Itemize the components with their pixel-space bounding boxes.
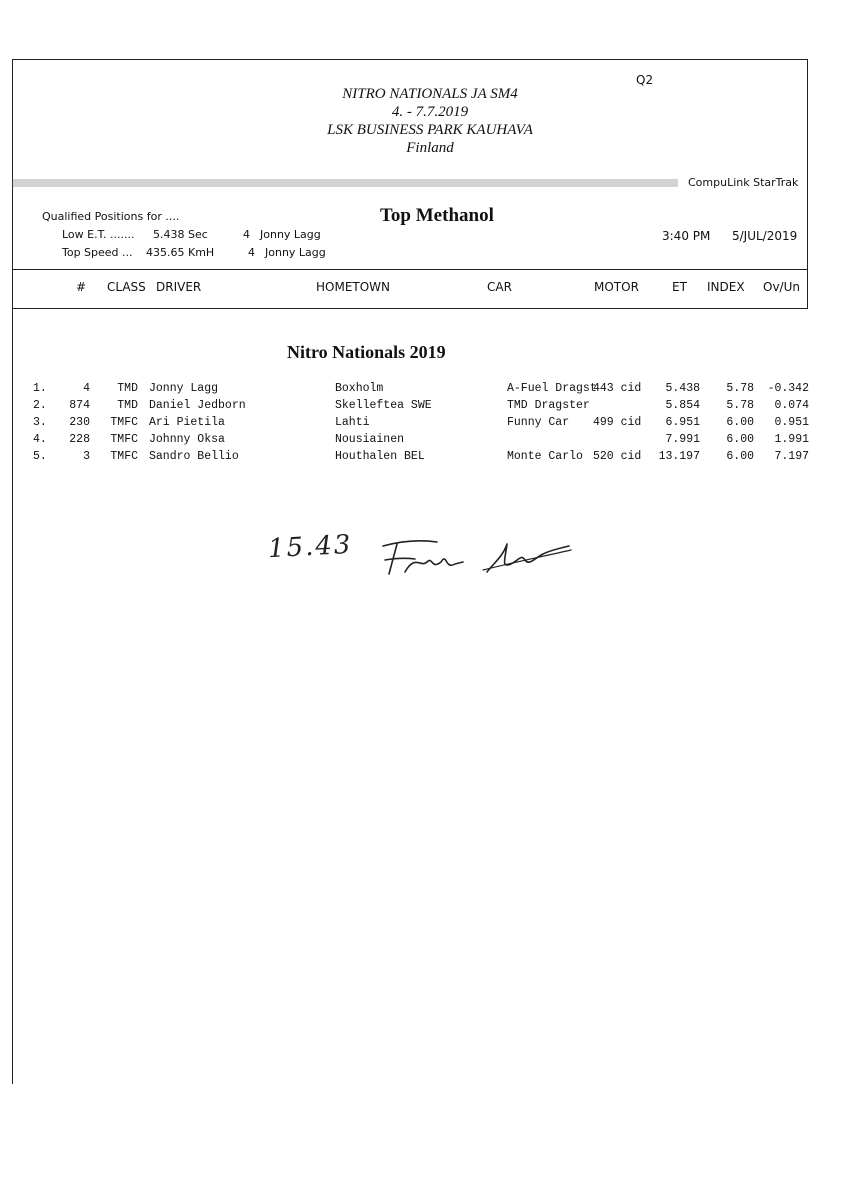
row-driver: Ari Pietila (149, 416, 225, 429)
row-driver: Daniel Jedborn (149, 399, 246, 412)
row-number: 230 (69, 416, 90, 429)
row-position: 1. (33, 382, 47, 395)
event-line-4: Finland (406, 140, 454, 156)
col-ovun-header: Ov/Un (763, 280, 800, 294)
row-hometown: Nousiainen (335, 433, 405, 446)
column-header-top-line (12, 269, 808, 270)
row-class: TMFC (110, 450, 138, 463)
qualified-label: Qualified Positions for .... (42, 210, 180, 223)
top-speed-label: Top Speed ... (62, 246, 133, 259)
left-border-line (12, 59, 13, 1084)
report-time: 3:40 PM (662, 229, 711, 243)
row-driver: Jonny Lagg (149, 382, 219, 395)
top-speed-value: 435.65 KmH (146, 246, 215, 259)
row-ovun: 0.951 (774, 416, 809, 429)
row-car: A-Fuel Dragst (507, 382, 597, 395)
col-driver-header: DRIVER (156, 280, 202, 294)
row-class: TMD (117, 382, 138, 395)
row-hometown: Lahti (335, 416, 370, 429)
col-car-header: CAR (487, 280, 512, 294)
row-driver: Sandro Bellio (149, 450, 239, 463)
row-ovun: 0.074 (774, 399, 809, 412)
event-line-3: LSK BUSINESS PARK KAUHAVA (327, 122, 533, 138)
row-position: 2. (33, 399, 47, 412)
table-row (0, 382, 848, 399)
row-class: TMFC (110, 433, 138, 446)
row-index: 5.78 (726, 399, 754, 412)
row-car: Monte Carlo (507, 450, 583, 463)
row-index: 6.00 (726, 416, 754, 429)
row-index: 6.00 (726, 450, 754, 463)
col-num-header: # (76, 280, 87, 294)
row-et: 7.991 (665, 433, 700, 446)
row-et: 6.951 (665, 416, 700, 429)
row-hometown: Houthalen BEL (335, 450, 425, 463)
event-title (230, 85, 630, 157)
column-header-bottom-line (12, 308, 808, 309)
right-border-line (807, 59, 808, 309)
table-row (0, 399, 848, 416)
col-hometown-header: HOMETOWN (316, 280, 391, 294)
row-car: TMD Dragster (507, 399, 590, 412)
class-title: Top Methanol (380, 205, 494, 226)
event-line-1: NITRO NATIONALS JA SM4 (342, 86, 518, 102)
col-et-header: ET (672, 280, 687, 294)
report-date: 5/JUL/2019 (732, 229, 798, 243)
row-class: TMD (117, 399, 138, 412)
dotted-separator (12, 179, 678, 187)
row-number: 874 (69, 399, 90, 412)
col-index-header: INDEX (707, 280, 745, 294)
row-number: 4 (83, 382, 90, 395)
handwritten-signature (375, 532, 575, 582)
row-ovun: -0.342 (767, 382, 809, 395)
low-et-value: 5.438 Sec (153, 228, 208, 241)
row-motor: 520 cid (593, 450, 642, 463)
system-name: CompuLink StarTrak (688, 176, 799, 189)
low-et-num: 4 (243, 228, 250, 241)
low-et-label: Low E.T. ....... (62, 228, 135, 241)
page-code: Q2 (636, 73, 654, 87)
top-speed-driver: Jonny Lagg (265, 246, 326, 259)
row-hometown: Skelleftea SWE (335, 399, 432, 412)
row-ovun: 1.991 (774, 433, 809, 446)
section-title: Nitro Nationals 2019 (287, 342, 446, 362)
row-number: 3 (83, 450, 90, 463)
row-position: 3. (33, 416, 47, 429)
row-position: 5. (33, 450, 47, 463)
event-line-2: 4. - 7.7.2019 (391, 104, 469, 120)
top-speed-num: 4 (248, 246, 255, 259)
row-number: 228 (69, 433, 90, 446)
table-row (0, 416, 848, 433)
row-et: 5.438 (665, 382, 700, 395)
row-position: 4. (33, 433, 47, 446)
row-class: TMFC (110, 416, 138, 429)
row-et: 5.854 (665, 399, 700, 412)
col-class-header: CLASS (107, 280, 146, 294)
table-row (0, 450, 848, 467)
row-et: 13.197 (658, 450, 700, 463)
row-index: 6.00 (726, 433, 754, 446)
top-border-line (12, 59, 808, 60)
table-row (0, 433, 848, 450)
handwritten-number: 15.43 (267, 529, 354, 565)
row-ovun: 7.197 (774, 450, 809, 463)
column-headers (0, 280, 848, 296)
row-driver: Johnny Oksa (149, 433, 225, 446)
low-et-driver: Jonny Lagg (260, 228, 321, 241)
col-motor-header: MOTOR (594, 280, 639, 294)
row-motor: 443 cid (593, 382, 642, 395)
row-car: Funny Car (507, 416, 570, 429)
row-hometown: Boxholm (335, 382, 384, 395)
row-index: 5.78 (726, 382, 754, 395)
row-motor: 499 cid (593, 416, 642, 429)
